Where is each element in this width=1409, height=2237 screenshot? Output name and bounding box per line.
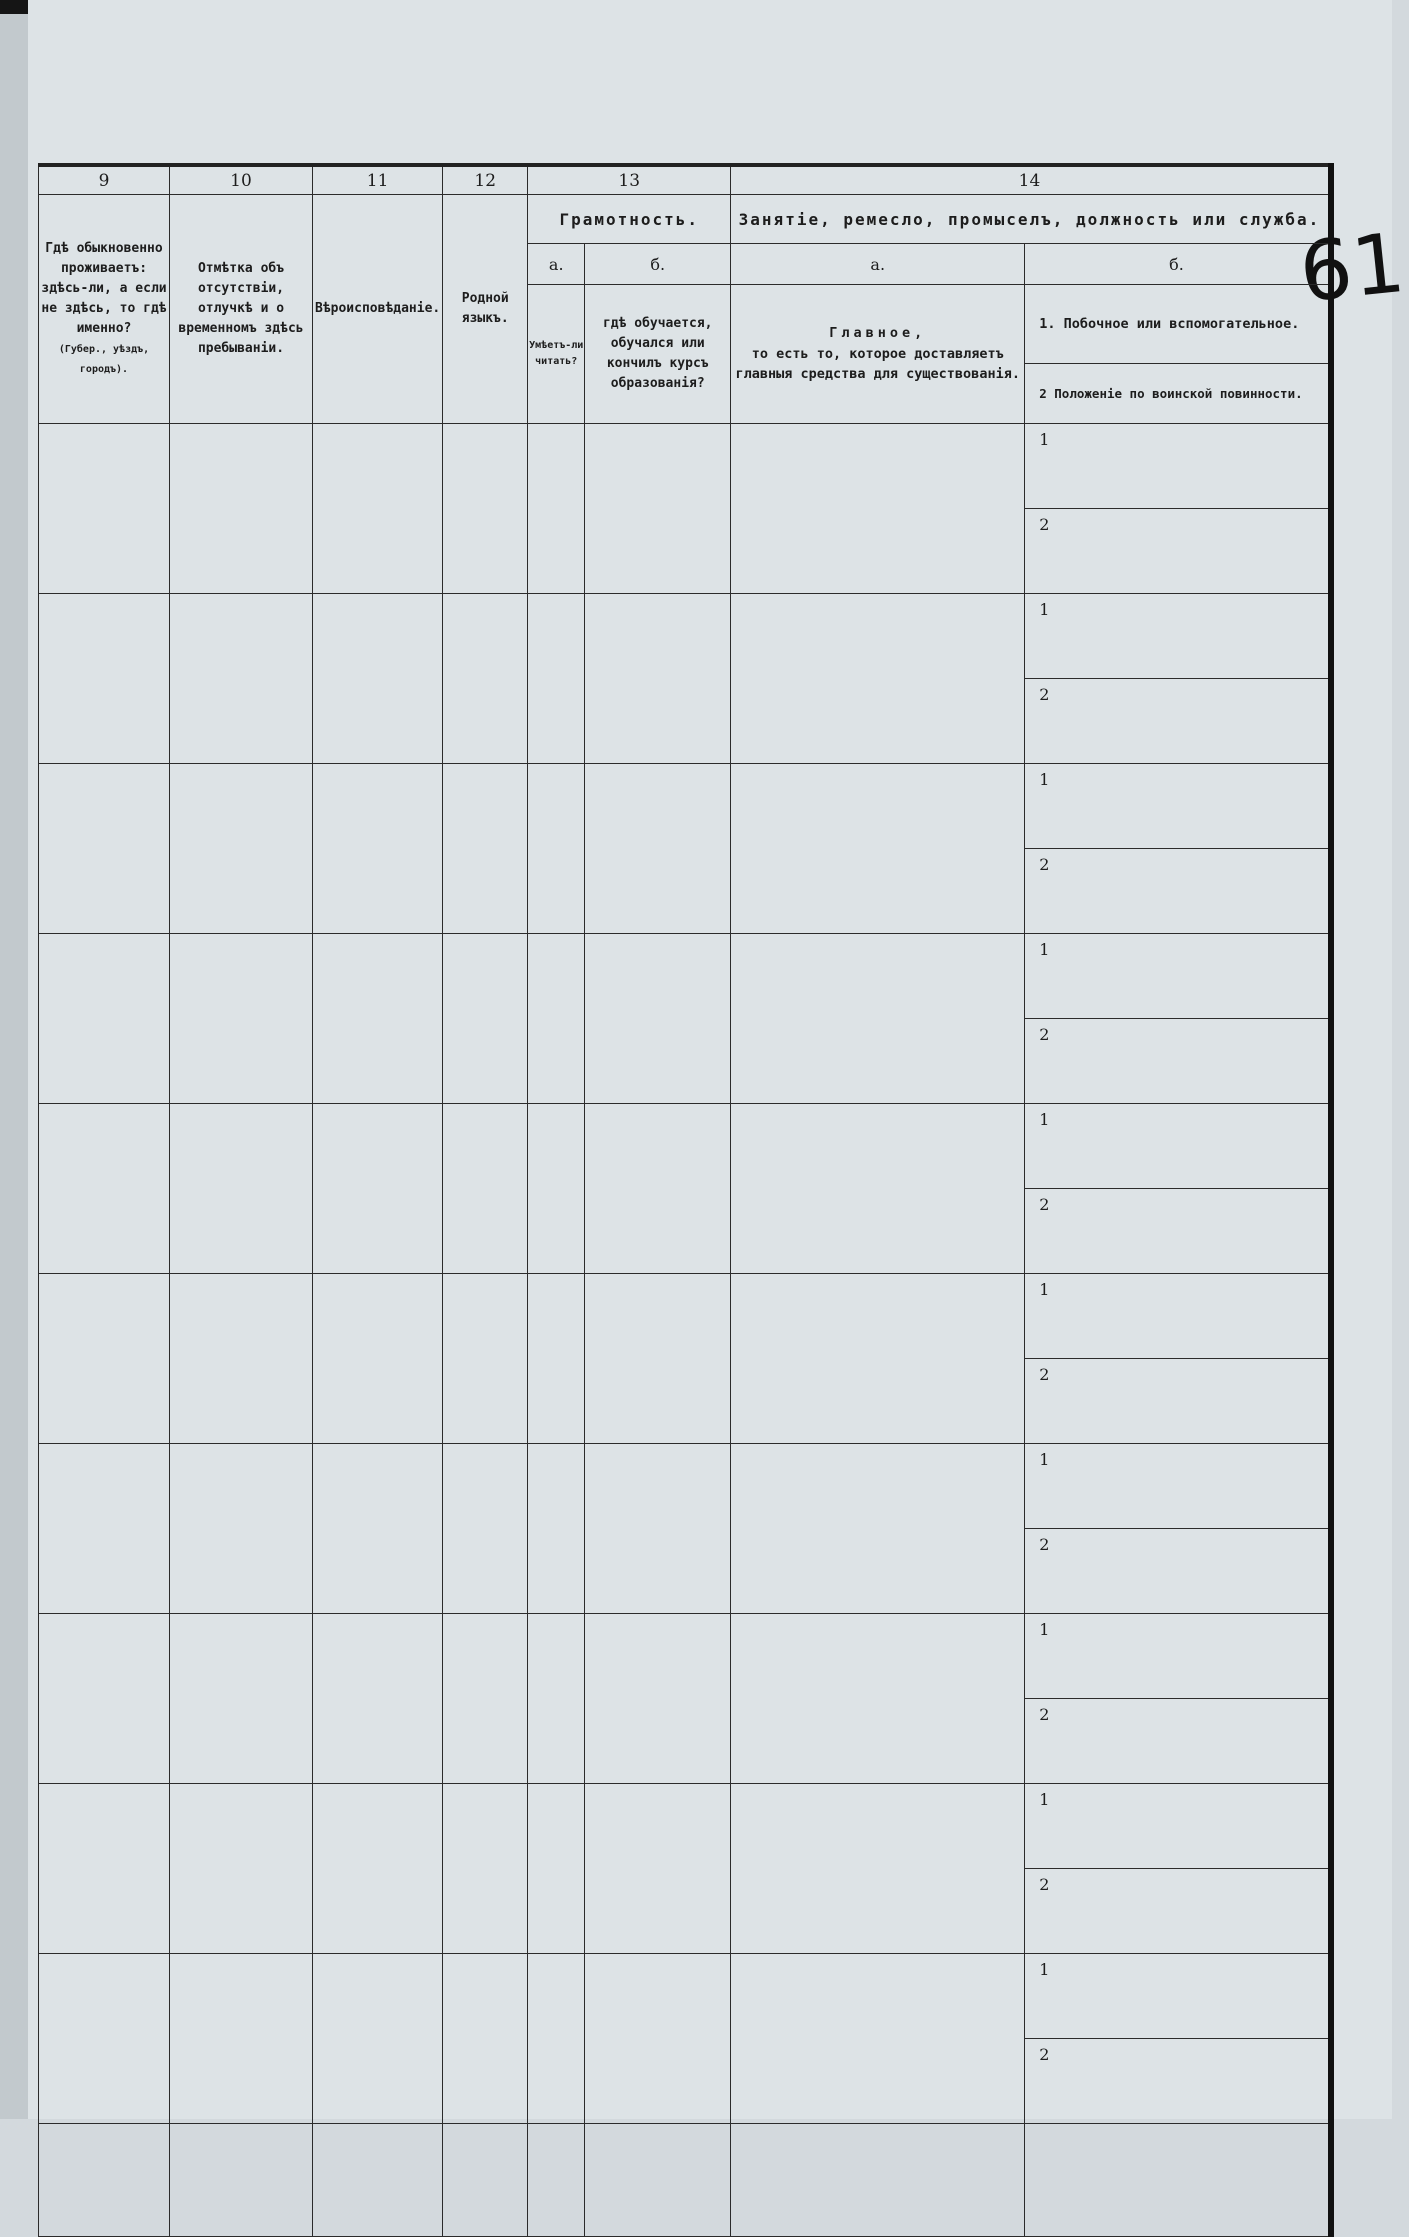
blank-entry-cell[interactable] <box>313 1444 443 1614</box>
blank-entry-cell[interactable] <box>528 1614 585 1784</box>
blank-entry-cell[interactable] <box>585 764 731 934</box>
entry-subrow-2-marker[interactable]: 2 <box>1025 1019 1331 1104</box>
blank-entry-cell[interactable] <box>39 1104 170 1274</box>
blank-entry-cell[interactable] <box>585 2124 731 2237</box>
blank-entry-cell[interactable] <box>170 1614 313 1784</box>
entry-subrow-1-marker[interactable]: 1 <box>1025 1954 1331 2039</box>
blank-entry-cell[interactable] <box>313 1104 443 1274</box>
blank-entry-cell[interactable] <box>313 1274 443 1444</box>
entry-subrow-1-marker[interactable]: 1 <box>1025 1104 1331 1189</box>
blank-entry-cell[interactable] <box>313 424 443 594</box>
blank-entry-cell[interactable] <box>443 1274 528 1444</box>
col-9-number: 9 <box>39 165 170 195</box>
group-title-row <box>39 195 1331 244</box>
entry-subrow-1-marker[interactable]: 1 <box>1025 764 1331 849</box>
entry-subrow-2-marker[interactable]: 2 <box>1025 849 1331 934</box>
blank-entry-cell[interactable] <box>443 1784 528 1954</box>
entry-row <box>39 1274 1331 1359</box>
blank-entry-cell[interactable] <box>528 1104 585 1274</box>
blank-entry-cell[interactable] <box>443 764 528 934</box>
col-11-header: Вѣроисповѣданіе. <box>313 195 443 424</box>
col-13a-title: Умѣетъ-ли читать? <box>528 285 585 424</box>
entry-row <box>39 1614 1331 1699</box>
blank-entry-cell[interactable] <box>585 594 731 764</box>
col-9-header <box>39 195 170 424</box>
blank-entry-cell[interactable] <box>170 934 313 1104</box>
blank-entry-cell[interactable] <box>313 1784 443 1954</box>
blank-entry-cell[interactable] <box>313 934 443 1104</box>
blank-entry-cell[interactable] <box>585 934 731 1104</box>
blank-entry-cell[interactable] <box>585 1444 731 1614</box>
entry-row <box>39 424 1331 509</box>
entry-row <box>39 1954 1331 2039</box>
entry-subrow-1-marker[interactable]: 1 <box>1025 424 1331 509</box>
blank-entry-cell[interactable] <box>443 2124 528 2237</box>
blank-entry-cell[interactable] <box>443 934 528 1104</box>
entry-row <box>39 764 1331 849</box>
blank-entry-cell[interactable] <box>585 424 731 594</box>
blank-entry-cell[interactable] <box>731 1614 1025 1784</box>
blank-entry-cell[interactable] <box>528 594 585 764</box>
blank-entry-cell[interactable] <box>313 2124 443 2237</box>
col-14-group-title: Занятіе, ремесло, промыселъ, должность или служба. <box>731 195 1331 244</box>
blank-entry-cell[interactable] <box>1025 2124 1331 2237</box>
blank-entry-cell[interactable] <box>443 594 528 764</box>
blank-entry-cell[interactable] <box>313 1954 443 2124</box>
blank-entry-cell[interactable] <box>528 934 585 1104</box>
blank-entry-cell[interactable] <box>170 424 313 594</box>
sheet-number-handwritten: 61 <box>1295 215 1409 322</box>
blank-entry-cell[interactable] <box>528 1274 585 1444</box>
entry-row <box>39 1104 1331 1189</box>
form-body <box>39 424 1331 2237</box>
col-14a-title: Главное, <box>829 324 927 341</box>
col-14b-letter: б. <box>1025 244 1331 285</box>
blank-entry-cell[interactable] <box>39 1274 170 1444</box>
blank-entry-cell[interactable] <box>731 2124 1025 2237</box>
blank-entry-cell[interactable] <box>170 1274 313 1444</box>
col-13b-letter: б. <box>585 244 731 285</box>
blank-entry-cell[interactable] <box>528 1784 585 1954</box>
col-12-number: 12 <box>443 165 528 195</box>
entry-subrow-2-marker[interactable]: 2 <box>1025 679 1331 764</box>
entry-subrow-1-marker[interactable]: 1 <box>1025 1274 1331 1359</box>
entry-subrow-2-marker[interactable]: 2 <box>1025 1189 1331 1274</box>
entry-row <box>39 934 1331 1019</box>
blank-entry-cell[interactable] <box>731 594 1025 764</box>
entry-subrow-1-marker[interactable]: 1 <box>1025 1614 1331 1699</box>
col-13-number: 13 <box>528 165 731 195</box>
blank-entry-cell[interactable] <box>585 1784 731 1954</box>
blank-entry-cell[interactable] <box>731 1274 1025 1444</box>
blank-entry-cell[interactable] <box>443 1954 528 2124</box>
entry-subrow-2-marker[interactable]: 2 <box>1025 1359 1331 1444</box>
blank-entry-cell[interactable] <box>731 1444 1025 1614</box>
blank-entry-cell[interactable] <box>528 764 585 934</box>
entry-subrow-1-marker[interactable]: 1 <box>1025 1784 1331 1869</box>
blank-entry-cell[interactable] <box>443 1104 528 1274</box>
blank-entry-cell[interactable] <box>528 1444 585 1614</box>
entry-row <box>39 1444 1331 1529</box>
partial-entry-row <box>39 2124 1331 2237</box>
blank-entry-cell[interactable] <box>39 764 170 934</box>
blank-entry-cell[interactable] <box>170 2124 313 2237</box>
blank-entry-cell[interactable] <box>731 1954 1025 2124</box>
col-9-title: Гдѣ обыкновенно проживаетъ: здѣсь-ли, а если не здѣсь, то гдѣ именно? <box>41 240 167 337</box>
blank-entry-cell[interactable] <box>528 2124 585 2237</box>
blank-entry-cell[interactable] <box>443 1614 528 1784</box>
blank-entry-cell[interactable] <box>170 1104 313 1274</box>
blank-entry-cell[interactable] <box>585 1954 731 2124</box>
blank-entry-cell[interactable] <box>443 424 528 594</box>
col-14a-header <box>731 285 1025 424</box>
blank-entry-cell[interactable] <box>39 424 170 594</box>
col-9-note: (Губер., уѣздъ, городъ). <box>58 344 150 376</box>
blank-entry-cell[interactable] <box>731 934 1025 1104</box>
blank-entry-cell[interactable] <box>443 1444 528 1614</box>
blank-entry-cell[interactable] <box>39 594 170 764</box>
entry-subrow-2-marker[interactable]: 2 <box>1025 2039 1331 2124</box>
entry-row <box>39 1784 1331 1869</box>
col-14a-letter: а. <box>731 244 1025 285</box>
col-14-number: 14 <box>731 165 1331 195</box>
entry-subrow-2-marker[interactable]: 2 <box>1025 509 1331 594</box>
blank-entry-cell[interactable] <box>585 1614 731 1784</box>
col-14a-subtitle: то есть то, которое доставляетъ главныя средства для существованія. <box>735 345 1020 383</box>
blank-entry-cell[interactable] <box>528 424 585 594</box>
blank-entry-cell[interactable] <box>39 1444 170 1614</box>
blank-entry-cell[interactable] <box>39 1784 170 1954</box>
col-10-header: Отмѣтка объ отсутствіи, отлучкѣ и о временномъ здѣсь пребываніи. <box>170 195 313 424</box>
blank-entry-cell[interactable] <box>39 934 170 1104</box>
entry-subrow-1-marker[interactable]: 1 <box>1025 594 1331 679</box>
col-10-number: 10 <box>170 165 313 195</box>
column-number-row <box>39 165 1331 195</box>
blank-entry-cell[interactable] <box>39 1954 170 2124</box>
blank-entry-cell[interactable] <box>731 1784 1025 1954</box>
blank-entry-cell[interactable] <box>170 1784 313 1954</box>
blank-entry-cell[interactable] <box>170 594 313 764</box>
blank-entry-cell[interactable] <box>313 594 443 764</box>
blank-entry-cell[interactable] <box>39 1614 170 1784</box>
col-13-group-title: Грамотность. <box>528 195 731 244</box>
col-12-header: Родной языкъ. <box>443 195 528 424</box>
blank-entry-cell[interactable] <box>313 764 443 934</box>
blank-entry-cell[interactable] <box>170 1444 313 1614</box>
blank-entry-cell[interactable] <box>528 1954 585 2124</box>
blank-entry-cell[interactable] <box>731 424 1025 594</box>
entry-subrow-1-marker[interactable]: 1 <box>1025 934 1331 1019</box>
entry-subrow-2-marker[interactable]: 2 <box>1025 1699 1331 1784</box>
blank-entry-cell[interactable] <box>39 2124 170 2237</box>
entry-subrow-2-marker[interactable]: 2 <box>1025 1529 1331 1614</box>
blank-entry-cell[interactable] <box>170 764 313 934</box>
census-form-table <box>38 163 1334 2237</box>
entry-subrow-1-marker[interactable]: 1 <box>1025 1444 1331 1529</box>
entry-row <box>39 594 1331 679</box>
blank-entry-cell[interactable] <box>585 1274 731 1444</box>
blank-entry-cell[interactable] <box>731 1104 1025 1274</box>
col-11-number: 11 <box>313 165 443 195</box>
blank-entry-cell[interactable] <box>585 1104 731 1274</box>
col-14b-line1: 1. Побочное или вспомогательное. <box>1025 285 1331 364</box>
col-14b-line2: 2 Положеніе по воинской повинности. <box>1025 364 1331 424</box>
blank-entry-cell[interactable] <box>731 764 1025 934</box>
blank-entry-cell[interactable] <box>170 1954 313 2124</box>
entry-subrow-2-marker[interactable]: 2 <box>1025 1869 1331 1954</box>
col-13a-letter: а. <box>528 244 585 285</box>
col-13b-title: гдѣ обучается, обучался или кончилъ курсъ образованія? <box>585 285 731 424</box>
blank-entry-cell[interactable] <box>313 1614 443 1784</box>
